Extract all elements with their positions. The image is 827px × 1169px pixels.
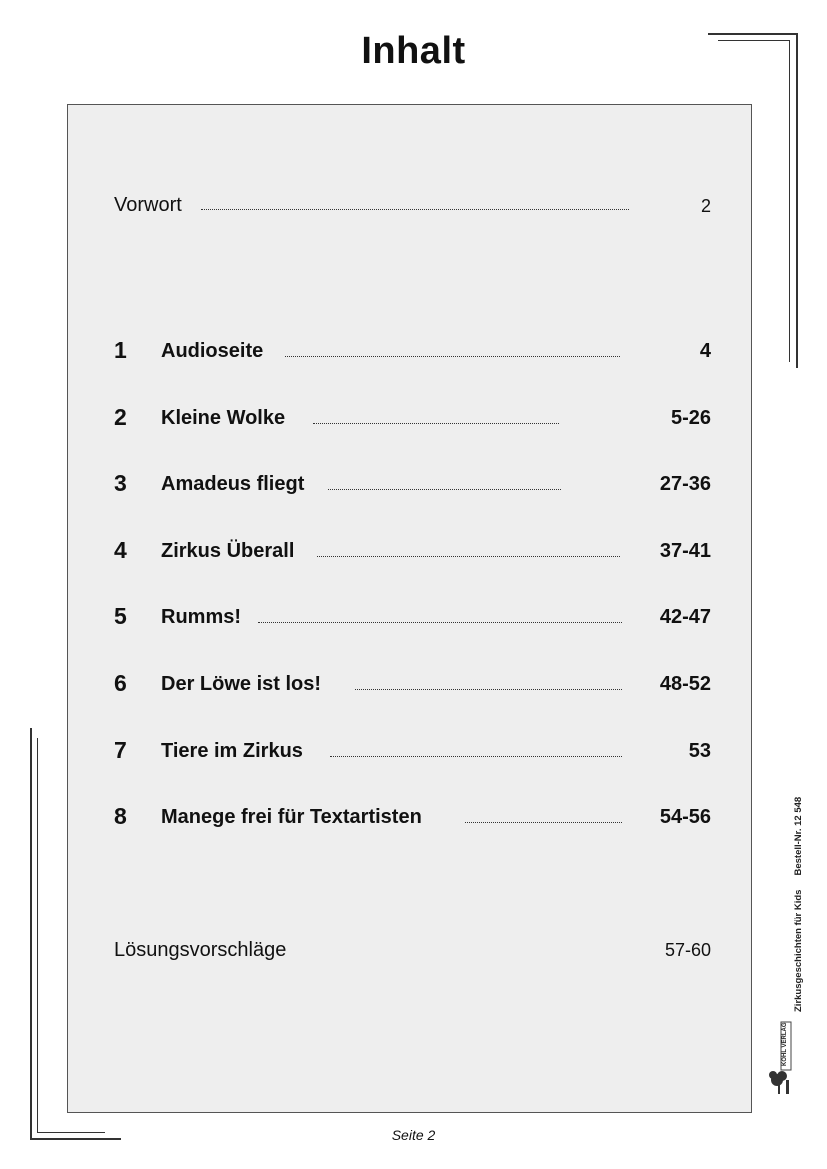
frame-top-right-v1 xyxy=(796,33,798,368)
toc-entry-label: Vorwort xyxy=(114,194,182,216)
toc-entry-page: 57-60 xyxy=(664,940,711,960)
frame-top-right-v2 xyxy=(789,40,790,362)
frame-bottom-left-v2 xyxy=(37,738,38,1132)
leader-dots xyxy=(330,756,622,757)
chapter-number: 5 xyxy=(114,603,127,629)
frame-bottom-left-v1 xyxy=(30,728,32,1140)
chapter-page: 48-52 xyxy=(659,673,711,695)
toc-entry-chapter-5 xyxy=(68,603,753,633)
chapter-number: 2 xyxy=(114,404,127,430)
chapter-page: 5-26 xyxy=(670,407,711,429)
toc-entry-chapter-3 xyxy=(68,470,753,500)
leader-dots xyxy=(317,556,620,557)
leader-dots xyxy=(258,622,622,623)
publisher-name: KOHL VERLAG xyxy=(782,1022,788,1066)
chapter-title: Tiere im Zirkus xyxy=(161,740,303,762)
chapter-page: 53 xyxy=(688,740,711,762)
chapter-page: 27-36 xyxy=(659,473,711,495)
toc-entry-chapter-2 xyxy=(68,404,753,434)
side-imprint xyxy=(793,797,804,1012)
leader-dots xyxy=(328,489,561,490)
leader-dots xyxy=(355,689,622,690)
chapter-title: Rumms! xyxy=(161,606,242,628)
leader-dots xyxy=(313,423,559,424)
chapter-title: Manege frei für Textartisten xyxy=(161,806,422,828)
toc-entry-chapter-4 xyxy=(68,537,753,567)
chapter-title: Der Löwe ist los! xyxy=(161,673,322,695)
page-footer: Seite 2 xyxy=(391,1127,436,1143)
toc-entry-chapter-8 xyxy=(68,803,753,833)
chapter-number: 4 xyxy=(114,537,127,563)
chapter-title: Amadeus fliegt xyxy=(161,473,305,495)
toc-entry-page: 2 xyxy=(700,196,711,216)
chapter-number: 8 xyxy=(114,803,127,829)
order-number: Bestell-Nr. 12 548 xyxy=(793,796,804,876)
table-of-contents xyxy=(67,104,752,1113)
chapter-title: Audioseite xyxy=(161,340,264,362)
leader-dots xyxy=(201,209,629,210)
leader-dots xyxy=(465,822,622,823)
chapter-number: 7 xyxy=(114,737,127,763)
publisher-logo xyxy=(768,1020,798,1096)
toc-entry-chapter-6 xyxy=(68,670,753,700)
toc-entry-chapter-7 xyxy=(68,737,753,767)
toc-entry-chapter-1 xyxy=(68,337,753,367)
leader-dots xyxy=(285,356,620,357)
chapter-number: 3 xyxy=(114,470,127,496)
chapter-page: 37-41 xyxy=(659,540,711,562)
chapter-title: Kleine Wolke xyxy=(161,407,286,429)
chapter-page: 42-47 xyxy=(659,606,711,628)
chapter-title: Zirkus Überall xyxy=(161,540,295,562)
chapter-number: 1 xyxy=(114,337,127,363)
chapter-number: 6 xyxy=(114,670,127,696)
series-title: Zirkusgeschichten für Kids xyxy=(793,889,804,1012)
toc-entry-solutions xyxy=(68,936,753,966)
toc-entry-label: Lösungsvorschläge xyxy=(114,939,287,961)
toc-entry-preface xyxy=(68,191,753,221)
chapter-page: 4 xyxy=(699,340,711,362)
page-title: Inhalt xyxy=(361,30,466,72)
chapter-page: 54-56 xyxy=(659,806,711,828)
